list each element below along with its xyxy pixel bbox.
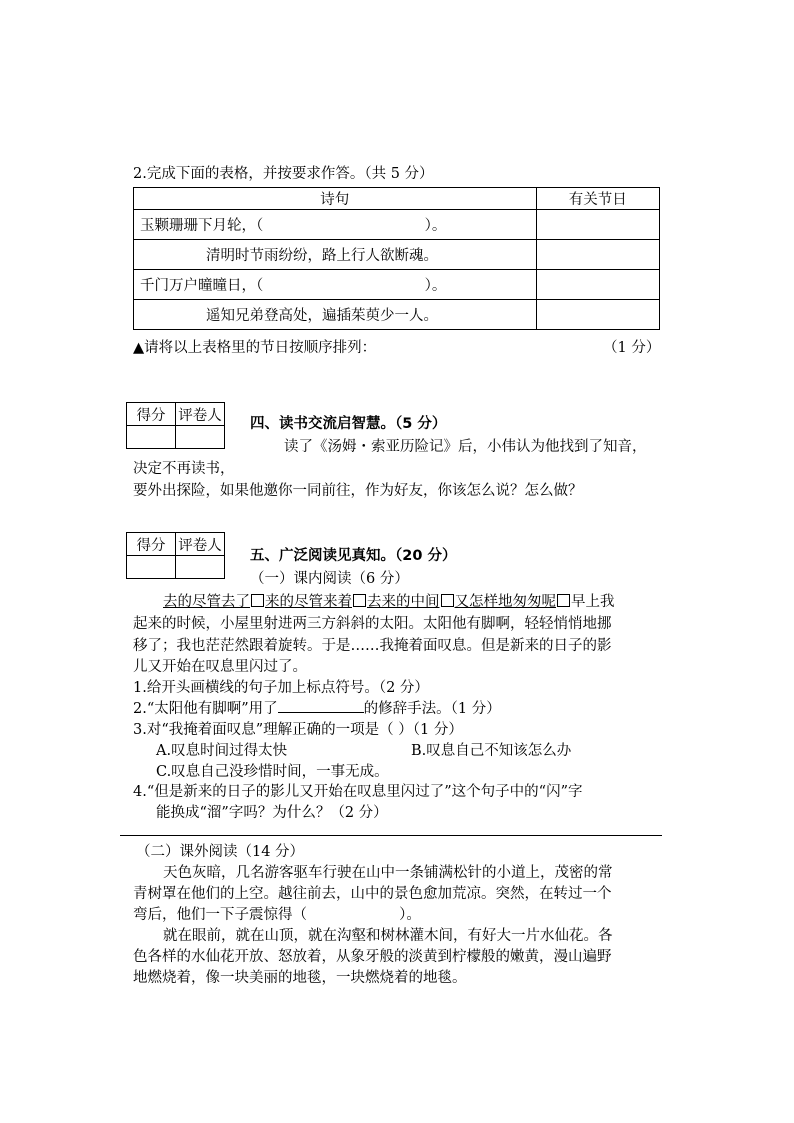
passage1-underlined-c: 去来的中间 — [367, 594, 440, 610]
table-row — [134, 300, 660, 330]
passage2-line-2: 青树罩在他们的上空。越往前去，山中的景色愈加荒凉。突然，在转过一个 — [133, 886, 612, 902]
header-festival: 有关节日 — [536, 188, 659, 210]
punctuation-box[interactable] — [251, 594, 264, 607]
option-c[interactable]: C.叹息自己没珍惜时间，一事无成。 — [156, 764, 389, 780]
question-2 — [133, 697, 501, 718]
question-1: 1.给开头画横线的句子加上标点符号。（2 分） — [133, 680, 429, 696]
question-2-prefix: 2.“太阳他有脚啊”用了 — [133, 701, 278, 717]
passage3-line-2: 色各样的水仙花开放、怒放着，从象牙般的淡黄到柠檬般的嫩黄，漫山遍野 — [133, 949, 612, 965]
part1-title: （一）课内阅读（6 分） — [250, 571, 409, 587]
score-box-section4 — [126, 402, 225, 449]
grader-label: 评卷人 — [176, 403, 225, 426]
grader-cell[interactable] — [176, 556, 225, 579]
passage1-underlined-d: 又怎样地匆匆呢 — [454, 594, 556, 610]
table-header-row — [134, 188, 660, 210]
passage1-line-3: 移了；我也茫茫然跟着旋转。于是……我掩着面叹息。但是新来的日子的影 — [133, 638, 612, 654]
festival-answer-3[interactable] — [536, 270, 659, 300]
festival-answer-1[interactable] — [536, 210, 659, 240]
sort-instruction: ▲请将以上表格里的节日按顺序排列： — [133, 340, 377, 356]
festival-answer-4[interactable] — [536, 300, 659, 330]
passage1-underlined-a: 去的尽管去了 — [163, 594, 250, 610]
festival-answer-2[interactable] — [536, 240, 659, 270]
question-3: 3.对“我掩着面叹息”理解正确的一项是（ ）（1 分） — [133, 722, 463, 738]
passage3-line-3: 地燃烧着，像一块美丽的地毯，一块燃烧着的地毯。 — [133, 970, 467, 986]
passage2-line-3: 弯后，他们一下子震惊得（ ）。 — [133, 907, 421, 923]
question-4-line-1: 4.“但是新来的日子的影儿又开始在叹息里闪过了”这个句子中的“闪”字 — [133, 784, 583, 800]
poem-line-4: 遥知兄弟登高处，遍插茱萸少一人。 — [134, 300, 537, 330]
part2-title: （二）课外阅读（14 分） — [136, 844, 305, 860]
passage1-line-2: 起来的时候，小屋里射进两三方斜斜的太阳。太阳他有脚啊，轻轻悄悄地挪 — [133, 616, 612, 632]
score-label: 得分 — [127, 403, 176, 426]
section4-title: 四、读书交流启智慧。（5 分） — [250, 416, 447, 432]
header-poem: 诗句 — [134, 188, 537, 210]
sort-points: （1 分） — [603, 340, 661, 356]
passage3-line-1: 就在眼前，就在山顶，就在沟壑和树林灌木间，有好大一片水仙花。各 — [163, 928, 613, 944]
rhetoric-answer-blank[interactable] — [278, 698, 364, 713]
passage1-underlined-b: 来的尽管来着 — [265, 594, 352, 610]
section4-line-2: 决定不再读书， — [133, 461, 235, 477]
table-row — [134, 210, 660, 240]
table-row — [134, 240, 660, 270]
section4-line-3: 要外出探险，如果他邀你一同前往，作为好友，你该怎么说？怎么做？ — [133, 483, 583, 499]
score-cell[interactable] — [127, 556, 176, 579]
punctuation-box[interactable] — [441, 594, 454, 607]
grader-cell[interactable] — [176, 426, 225, 449]
question-2-suffix: 的修辞手法。（1 分） — [363, 701, 501, 717]
punctuation-box[interactable] — [557, 594, 570, 607]
poem-line-3: 千门万户曈曈日，（ ）。 — [134, 270, 537, 300]
score-box-section5 — [126, 532, 225, 579]
option-a[interactable]: A.叹息时间过得太快 — [156, 743, 288, 759]
poem-line-1: 玉颗珊珊下月轮，（ ）。 — [134, 210, 537, 240]
passage1-line-4: 儿又开始在叹息里闪过了。 — [133, 659, 307, 675]
q2-title: 2.完成下面的表格，并按要求作答。（共 5 分） — [133, 166, 434, 182]
section-divider — [120, 835, 662, 836]
section5-title: 五、广泛阅读见真知。（20 分） — [250, 548, 457, 564]
poem-table — [133, 187, 660, 330]
score-label: 得分 — [127, 533, 176, 556]
passage1-text-e: 早上我 — [571, 594, 615, 610]
table-row — [134, 270, 660, 300]
score-cell[interactable] — [127, 426, 176, 449]
punctuation-box[interactable] — [353, 594, 366, 607]
option-b[interactable]: B.叹息自己不知该怎么办 — [411, 743, 572, 759]
passage2-line-1: 天色灰暗，几名游客驱车行驶在山中一条铺满松针的小道上，茂密的常 — [163, 865, 613, 881]
poem-line-2: 清明时节雨纷纷，路上行人欲断魂。 — [134, 240, 537, 270]
section4-line-1: 读了《汤姆・索亚历险记》后，小伟认为他找到了知音， — [284, 439, 647, 455]
grader-label: 评卷人 — [176, 533, 225, 556]
question-4-line-2: 能换成“溜”字吗？为什么？（2 分） — [156, 805, 388, 821]
passage1-line-1 — [163, 590, 615, 611]
